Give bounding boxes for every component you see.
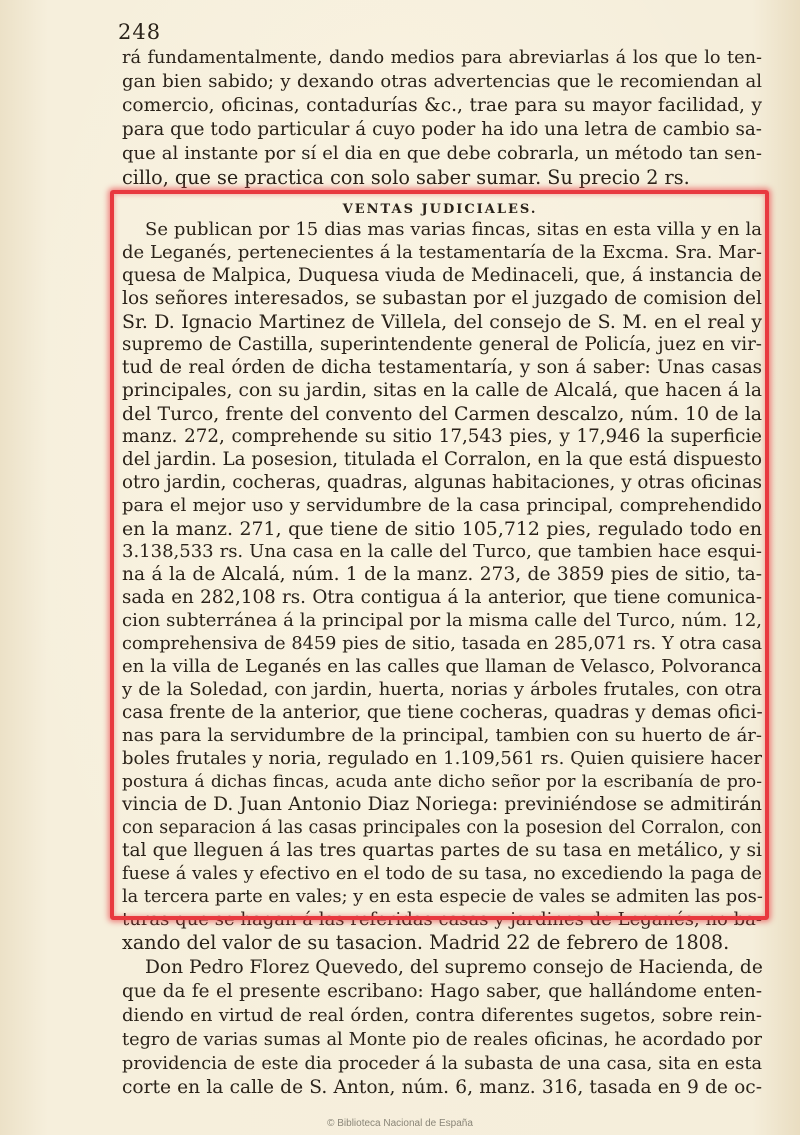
text-line: tal que lleguen á las tres quartas partes de su tasa en metálico, y si xyxy=(122,840,762,861)
text-line: casa frente de la anterior, que tiene cocheras, quadras y demas ofici- xyxy=(122,702,763,723)
text-line: otro jardin, cocheras, quadras, algunas habitaciones, y otras oficinas xyxy=(122,472,762,493)
text-line: corte en la calle de S. Anton, núm. 6, manz. 316, tasada en 9 de oc- xyxy=(122,1077,762,1098)
page-number: 248 xyxy=(118,20,162,44)
text-line: comercio, oficinas, contadurías &c., trae para su mayor facilidad, y xyxy=(122,95,762,116)
text-line: vincia de D. Juan Antonio Diaz Noriega: previniéndose se admitirán xyxy=(122,794,762,815)
text-line: en la villa de Leganés en las calles que llaman de Velasco, Polvoranca xyxy=(122,656,762,677)
text-line: y de la Soledad, con jardin, huerta, norias y árboles frutales, con otra xyxy=(122,679,762,700)
text-line: Sr. D. Ignacio Martinez de Villela, del consejo de S. M. en el real y xyxy=(122,311,762,333)
text-line: boles frutales y noria, regulado en 1.109,561 rs. Quien quisiere hacer xyxy=(122,748,762,769)
section-heading: VENTAS JUDICIALES. xyxy=(342,202,538,217)
text-line: para que todo particular á cuyo poder ha ido una letra de cambio sa- xyxy=(122,119,762,140)
text-line: providencia de este dia proceder á la subasta de una casa, sita en esta xyxy=(122,1054,762,1074)
text-line: 3.138,533 rs. Una casa en la calle del Turco, que tambien hace esqui- xyxy=(122,541,762,562)
text-line: xando del valor de su tasacion. Madrid 22 de febrero de 1808. xyxy=(122,931,730,954)
text-line: sada en 282,108 rs. Otra contigua á la anterior, que tiene comunica- xyxy=(122,587,762,608)
text-line: nas para la servidumbre de la principal, tambien con su huerto de ár- xyxy=(122,725,762,746)
text-line: la tercera parte en vales; y en esta especie de vales se admiten las pos- xyxy=(122,887,763,907)
text-line: de Leganés, pertenecientes á la testamentaría de la Excma. Sra. Mar- xyxy=(122,242,762,263)
text-line: turas que se hagan á las referidas casas y jardines de Leganés, no ba- xyxy=(122,909,762,930)
text-line: para el mejor uso y servidumbre de la casa principal, comprehendido xyxy=(122,495,762,516)
text-line: que al instante por sí el dia en que debe cobrarla, un método tan sen- xyxy=(122,143,762,164)
text-line: cillo, que se practica con solo saber sumar. Su precio 2 rs. xyxy=(122,166,690,189)
text-line: tegro de varias sumas al Monte pio de reales oficinas, he acordado por xyxy=(122,1030,762,1050)
text-line: Se publican por 15 dias mas varias fincas, sitas en esta villa y en la xyxy=(145,219,762,240)
text-line: gan bien sabido; y dexando otras advertencias que le recomiendan al xyxy=(122,71,762,92)
text-line: en la manz. 271, que tiene de sitio 105,712 pies, regulado todo en xyxy=(122,518,762,540)
text-line: supremo de Castilla, superintendente general de Policía, juez en vir- xyxy=(122,334,762,355)
text-line: na á la de Alcalá, núm. 1 de la manz. 273, de 3859 pies de sitio, ta- xyxy=(122,564,762,585)
text-line: manz. 272, comprehende su sitio 17,543 pies, y 17,946 la superficie xyxy=(122,426,762,447)
text-line: quesa de Malpica, Duquesa viuda de Medinaceli, que, á instancia de xyxy=(122,265,762,286)
text-line: los señores interesados, se subastan por el juzgado de comision del xyxy=(122,288,762,309)
text-line: Don Pedro Florez Quevedo, del supremo consejo de Hacienda, de xyxy=(145,957,763,978)
text-line: del jardin. La posesion, titulada el Corralon, en la que está dispuesto xyxy=(122,449,762,470)
text-line: que da fe el presente escribano: Hago saber, que hallándome enten- xyxy=(122,981,762,1002)
text-line: rá fundamentalmente, dando medios para abreviarlas á los que lo ten- xyxy=(122,48,762,68)
text-line: comprehensiva de 8459 pies de sitio, tasada en 285,071 rs. Y otra casa xyxy=(122,634,762,654)
text-line: tud de real órden de dicha testamentaría, y son á saber: Unas casas xyxy=(122,357,762,378)
text-line: cion subterránea á la principal por la misma calle del Turco, núm. 12, xyxy=(122,610,762,631)
text-line: fuese á vales y efectivo en el todo de su tasa, no excediendo la paga de xyxy=(122,864,762,884)
library-credit: © Biblioteca Nacional de España xyxy=(327,1118,473,1129)
text-line: del Turco, frente del convento del Carmen descalzo, núm. 10 de la xyxy=(122,403,762,425)
text-line: con separacion á las casas principales con la posesion del Corralon, con xyxy=(122,818,762,838)
text-line: postura á dichas fincas, acuda ante dicho señor por la escribanía de pro- xyxy=(122,772,762,792)
text-line: diendo en virtud de real órden, contra diferentes sugetos, sobre rein- xyxy=(122,1005,762,1026)
text-line: principales, con su jardin, sitas en la calle de Alcalá, que hacen á la xyxy=(122,380,762,401)
